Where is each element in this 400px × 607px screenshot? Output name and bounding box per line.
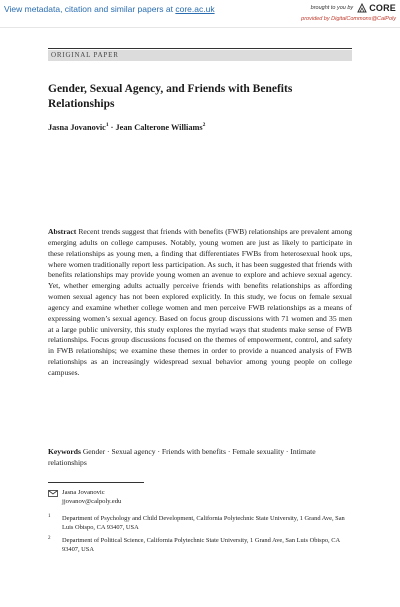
abstract-text: Recent trends suggest that friends with benefits (FWB) relationships are prevalent among emerging adults on college campuses. Notably, young women are just as likely to participate in these relationships as young men, a finding that differentiates FWBs from heterosexual hook ups, where women traditionally report less participation. As such, it has been suggested that friends with benefits relationships may provide young women an avenue to explore and achieve sexual agency. Yet, whether emerging adults actually perceive friends with benefits relationships as affording women sexual agency has not been explored explicitly. In this study, we focus on female sexual agency and examine whether college women and men perceive FWB relationships as a means of expressing women’s sexual agency. Based on focus group discussions with 71 women and 35 men at a large public university, this study explores the myriad ways that students make sense of FWB relationships. Focus group discussions focused on the themes of empowerment, control, and safety in FWB relationships; we examine these themes in order to provide a nuanced analysis of FWB relationships as an increasingly widespread sexual behavior among young people on college campuses. — [48, 227, 353, 377]
abstract — [48, 227, 352, 379]
author-1: Jasna Jovanovic — [48, 122, 106, 132]
provided-by[interactable]: provided by DigitalCommons@CalPoly — [301, 16, 396, 22]
keywords — [48, 447, 352, 469]
footnote-rule — [48, 482, 144, 483]
core-banner — [0, 0, 400, 28]
core-text: CORE — [369, 3, 396, 13]
footnote-1-text: Department of Psychology and Child Development, California Polytechnic State University, 1 Grand Ave, San Luis Obispo, CA 93407, USA — [62, 515, 345, 531]
core-logo-icon — [357, 3, 367, 13]
article-type-label: ORIGINAL PAPER — [51, 51, 119, 59]
contact-name: Jasna Jovanovic — [62, 489, 105, 496]
brought-to-you — [311, 3, 396, 13]
author-line — [48, 122, 352, 132]
footnote-2-num: 2 — [48, 536, 51, 541]
author-2-affil: 2 — [202, 122, 206, 128]
envelope-icon — [48, 490, 58, 497]
footnote-1-num: 1 — [48, 514, 51, 519]
keywords-text: Gender · Sexual agency · Friends with benefits · Female sexuality · Intimate relationships — [48, 447, 316, 467]
footnote-2-text: Department of Political Science, California Polytechnic State University, 1 Grand Ave, San Luis Obispo, CA 93407, USA — [62, 537, 340, 553]
paper-title: Gender, Sexual Agency, and Friends with Benefits Relationships — [48, 83, 293, 110]
author-separator: · — [108, 122, 116, 132]
metadata-link[interactable] — [4, 4, 215, 14]
contact-email[interactable]: jjovanov@calpoly.edu — [62, 498, 122, 505]
metadata-link-site[interactable]: core.ac.uk — [175, 4, 215, 14]
abstract-label: Abstract — [48, 227, 77, 236]
header-rule — [48, 48, 352, 49]
core-logo[interactable] — [357, 3, 396, 13]
author-1-affil: 1 — [105, 122, 109, 128]
author-2: Jean Calterone Williams — [115, 122, 203, 132]
keywords-label: Keywords — [48, 447, 81, 456]
metadata-link-prefix[interactable]: View metadata, citation and similar papers at — [4, 4, 176, 14]
brought-by-text: brought to you by — [310, 5, 354, 11]
